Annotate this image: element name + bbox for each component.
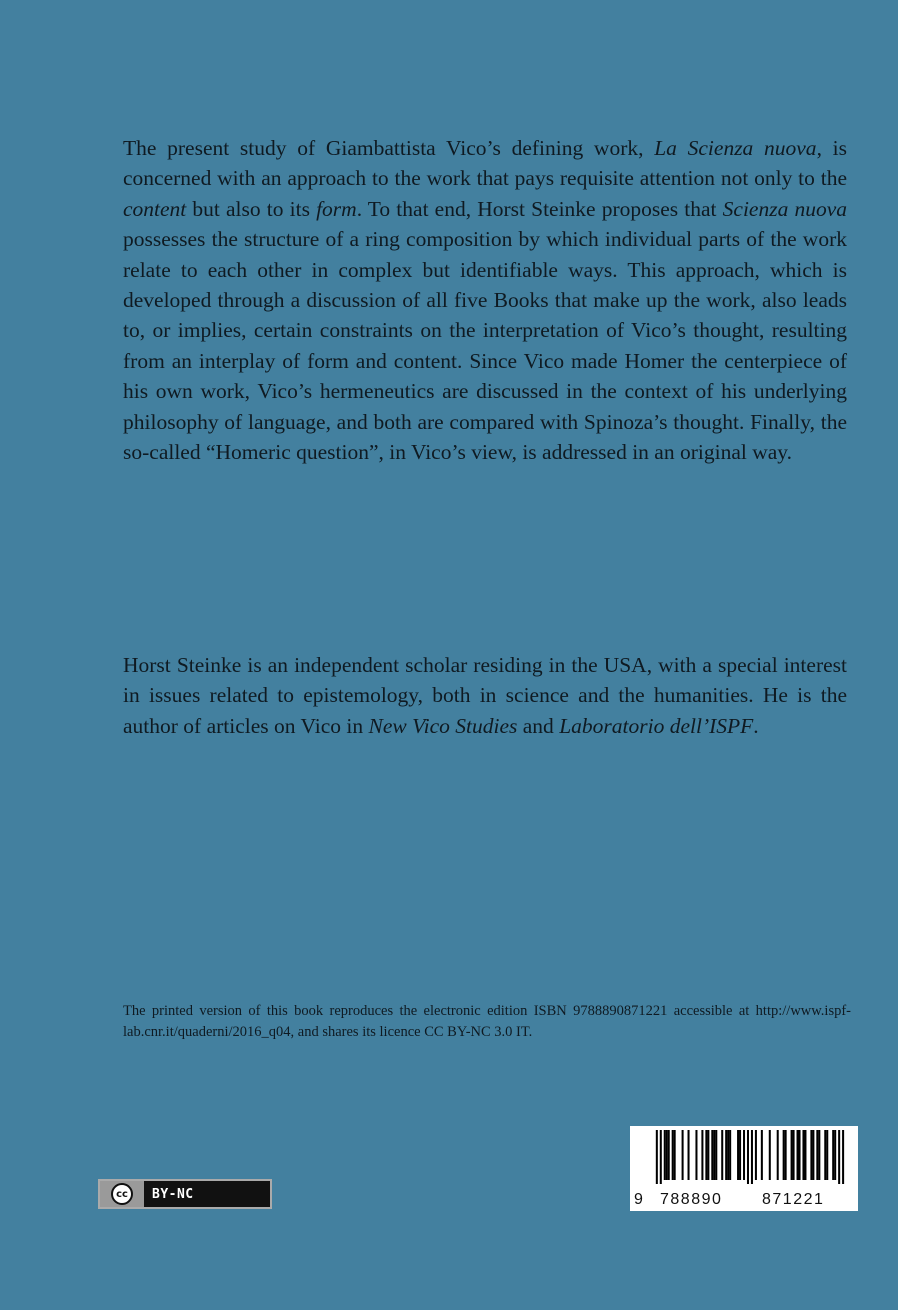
cc-logo [100,1181,144,1207]
barcode-bar [799,1130,801,1180]
barcode-bar [802,1130,804,1180]
barcode-bar [666,1130,668,1180]
barcode-bar [818,1130,820,1180]
barcode-bar [743,1130,745,1180]
abstract-run: , is concerned with an approach to the work that pays requisite attention not only to the [123,136,847,191]
barcode-bar [769,1130,771,1180]
abstract-run: The present study of Giambattista Vico’s defining work, [123,136,655,160]
abstract-run: La Scienza nuova [654,136,817,160]
cc-icon: cc [111,1183,133,1205]
barcode-digit-prefix: 9 [634,1191,643,1208]
barcode-bar [713,1130,715,1180]
barcode-bar [695,1130,697,1180]
abstract-run: form [316,196,357,221]
bio-run: Laboratorio dell’ISPF [559,713,754,738]
barcode-bar [824,1130,826,1180]
barcode-bar [682,1130,684,1180]
barcode-bar [793,1130,795,1180]
barcode-bar [727,1130,729,1180]
isbn-barcode [630,1126,858,1211]
barcode-bar [721,1130,723,1180]
barcode-bar [838,1130,840,1184]
barcode-bar [688,1130,690,1180]
barcode-bar [777,1130,779,1180]
barcode-bar [668,1130,670,1180]
license-label: BY-NC [152,1186,194,1202]
barcode-bar [705,1130,707,1180]
barcode-bar [725,1130,727,1180]
bio-run: and [517,713,560,738]
barcode-bar [755,1130,757,1180]
bio-run: New Vico Studies [368,713,518,738]
edition-note: The printed version of this book reproduces the electronic edition ISBN 9788890871221 accessible at http://www.ispf-lab.cnr.it/quaderni/2016_q04, and shares its licence CC BY-NC 3.0 IT. [123,1003,851,1040]
barcode-bars [636,1130,852,1184]
abstract-run: content [123,196,187,221]
barcode-bar [791,1130,793,1180]
barcode-bar [747,1130,749,1184]
author-bio-paragraph [123,650,847,741]
barcode-bar [761,1130,763,1180]
barcode-bar [674,1130,676,1180]
barcode-bar [739,1130,741,1180]
barcode-bar [737,1130,739,1180]
barcode-bar [797,1130,799,1180]
abstract-run: . To that end, Horst Steinke proposes that [356,196,723,221]
abstract-run: but also to its [186,196,317,221]
barcode-bar [804,1130,806,1180]
barcode-bar [785,1130,787,1180]
barcode-bar [664,1130,666,1180]
barcode-bar [711,1130,713,1180]
bio-run: Horst Steinke is an independent scholar residing in the USA, with a special interest in issues related to epistemology, both in science and the humanities. He is the author of articles on Vico in [123,653,847,738]
barcode-bar [832,1130,834,1180]
barcode-bar [834,1130,836,1180]
abstract-run: Scienza nuova [722,196,847,221]
cc-license-badge [98,1179,272,1209]
barcode-bar [751,1130,753,1184]
barcode-digit-left-group: 788890 [660,1191,723,1208]
bio-run: . [753,713,759,738]
barcode-bar [842,1130,844,1184]
barcode-bar [826,1130,828,1180]
barcode-bar [707,1130,709,1180]
barcode-bar [729,1130,731,1180]
barcode-bar [715,1130,717,1180]
barcode-bar [660,1130,662,1184]
barcode-bar [816,1130,818,1180]
barcode-bar [672,1130,674,1180]
abstract-paragraph [123,133,847,467]
barcode-bar [701,1130,703,1180]
barcode-bar [810,1130,812,1180]
barcode-bar [783,1130,785,1180]
abstract-run: possesses the structure of a ring composition by which individual parts of the work relate to each other in complex but identifiable ways. This approach, which is developed through a discussion of all five Books that make up the work, also leads to, or implies, certain constraints on the interpretation of Vico’s thought, resulting from an interplay of form and content. Since Vico made Homer the centerpiece of his own work, Vico’s hermeneutics are discussed in the context of his underlying philosophy of language, and both are compared with Spinoza’s thought. Finally, the so-called “Homeric question”, in Vico’s view, is addressed in an original way. [123,227,847,465]
barcode-bar [812,1130,814,1180]
barcode-bar [656,1130,658,1184]
barcode-digit-right-group: 871221 [762,1191,825,1208]
